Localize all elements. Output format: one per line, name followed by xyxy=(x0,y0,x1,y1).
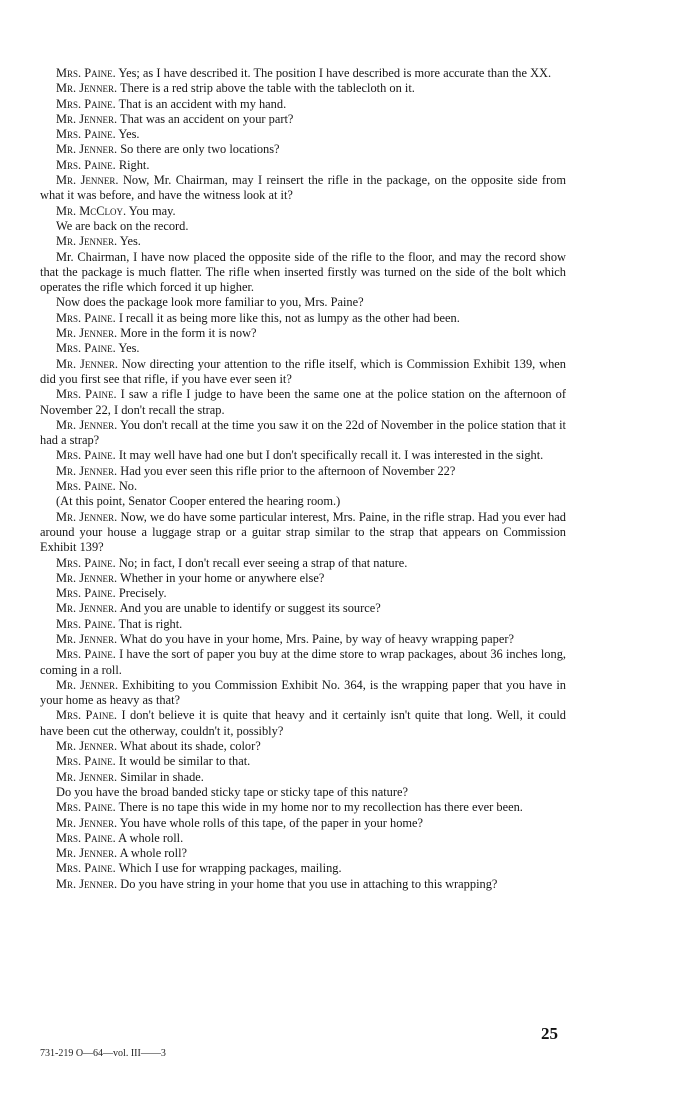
speaker-name: Mrs. Paine. xyxy=(56,448,116,463)
speech-text: And you are unable to identify or suggest its source? xyxy=(119,601,381,616)
transcript-paragraph xyxy=(40,877,566,892)
speaker-name: Mr. Jenner. xyxy=(56,173,119,188)
speech-text: Now, we do have some particular interest, Mrs. Paine, in the rifle strap. Had you ever had around your house a luggage strap or a guitar strap similar to the strap that appears on Commission Exhibit 139? xyxy=(40,509,566,555)
transcript-paragraph xyxy=(40,81,566,96)
transcript-paragraph xyxy=(40,754,566,769)
transcript-paragraph xyxy=(40,494,566,509)
speech-text: It may well have had one but I don't specifically recall it. I was interested in the sight. xyxy=(118,448,544,463)
speaker-name: Mrs. Paine. xyxy=(56,96,116,111)
transcript-paragraph xyxy=(40,571,566,586)
speech-text: Do you have the broad banded sticky tape or sticky tape of this nature? xyxy=(56,784,408,799)
speech-text: There is a red strip above the table with the tablecloth on it. xyxy=(120,81,415,96)
speech-text: No. xyxy=(118,479,138,494)
transcript-paragraph xyxy=(40,846,566,861)
transcript-paragraph xyxy=(40,816,566,831)
speech-text: Yes. xyxy=(118,341,140,356)
speech-text: No; in fact, I don't recall ever seeing a strap of that nature. xyxy=(118,555,408,570)
speaker-name: Mr. Jenner. xyxy=(56,356,118,371)
transcript-paragraph xyxy=(40,861,566,876)
transcript-paragraph xyxy=(40,326,566,341)
speech-text: You don't recall at the time you saw it on the 22d of November in the police station that it had a strap? xyxy=(40,417,566,448)
speaker-name: Mr. Jenner. xyxy=(56,846,118,861)
speaker-name: Mr. Jenner. xyxy=(56,815,118,830)
speech-text: You have whole rolls of this tape, of the paper in your home? xyxy=(119,815,424,830)
speaker-name: Mr. Jenner. xyxy=(56,234,118,249)
speech-text: We are back on the record. xyxy=(56,218,189,233)
speaker-name: Mrs. Paine. xyxy=(56,387,117,402)
speaker-name: Mrs. Paine. xyxy=(56,310,116,325)
transcript-paragraph xyxy=(40,219,566,234)
transcript-body xyxy=(40,66,566,892)
transcript-paragraph xyxy=(40,387,566,418)
speech-text: That is right. xyxy=(118,616,183,631)
speech-text: Yes. xyxy=(119,234,141,249)
transcript-paragraph xyxy=(40,204,566,219)
speaker-name: Mrs. Paine. xyxy=(56,861,116,876)
speaker-name: Mrs. Paine. xyxy=(56,586,116,601)
transcript-paragraph xyxy=(40,357,566,388)
speaker-name: Mrs. Paine. xyxy=(56,800,116,815)
transcript-paragraph xyxy=(40,418,566,449)
transcript-paragraph xyxy=(40,479,566,494)
speaker-name: Mrs. Paine. xyxy=(56,830,116,845)
transcript-paragraph xyxy=(40,112,566,127)
speaker-name: Mr. Jenner. xyxy=(56,417,118,432)
speech-text: Had you ever seen this rifle prior to the afternoon of November 22? xyxy=(120,463,456,478)
transcript-paragraph xyxy=(40,97,566,112)
speech-text: (At this point, Senator Cooper entered the hearing room.) xyxy=(56,494,341,509)
speaker-name: Mrs. Paine. xyxy=(56,754,116,769)
speaker-name: Mr. Jenner. xyxy=(56,326,118,341)
speaker-name: Mrs. Paine. xyxy=(56,66,116,80)
speech-text: What about its shade, color? xyxy=(120,739,261,754)
speaker-name: Mrs. Paine. xyxy=(56,157,116,172)
speech-text: Right. xyxy=(118,157,150,172)
speaker-name: Mrs. Paine. xyxy=(56,647,116,662)
speaker-name: Mr. Jenner. xyxy=(56,463,118,478)
transcript-paragraph xyxy=(40,708,566,739)
speaker-name: Mr. Jenner. xyxy=(56,81,118,96)
transcript-paragraph xyxy=(40,586,566,601)
transcript-paragraph xyxy=(40,831,566,846)
speech-text: More in the form it is now? xyxy=(120,326,257,341)
speech-text: You may. xyxy=(128,203,176,218)
speech-text: There is no tape this wide in my home nor to my recollection has there ever been. xyxy=(118,800,523,815)
speaker-name: Mr. Jenner. xyxy=(56,111,118,126)
transcript-paragraph xyxy=(40,785,566,800)
speech-text: A whole roll. xyxy=(118,830,184,845)
transcript-paragraph xyxy=(40,173,566,204)
transcript-paragraph xyxy=(40,739,566,754)
speaker-name: Mrs. Paine. xyxy=(56,127,116,142)
speech-text: Now does the package look more familiar to you, Mrs. Paine? xyxy=(56,295,364,310)
speech-text: Now, Mr. Chairman, may I reinsert the rifle in the package, on the opposite side from what it was before, and have the witness look at it? xyxy=(40,173,566,203)
transcript-paragraph xyxy=(40,632,566,647)
transcript-paragraph xyxy=(40,158,566,173)
transcript-paragraph xyxy=(40,770,566,785)
speech-text: Yes; as I have described it. The position I have described is more accurate than the XX. xyxy=(118,66,552,80)
print-code-footer: 731-219 O—64—vol. III——3 xyxy=(40,1048,166,1059)
transcript-paragraph xyxy=(40,66,566,81)
speech-text: Yes. xyxy=(118,127,140,142)
transcript-paragraph xyxy=(40,678,566,709)
speaker-name: Mr. Jenner. xyxy=(56,677,119,692)
transcript-paragraph xyxy=(40,311,566,326)
transcript-paragraph xyxy=(40,250,566,296)
transcript-paragraph xyxy=(40,142,566,157)
speech-text: Mr. Chairman, I have now placed the opposite side of the rifle to the floor, and may the record show that the package is much flatter. The rifle when inserted firstly was turned on the side of the bolt which operates the rifle which forced it up higher. xyxy=(40,249,566,295)
page-number: 25 xyxy=(541,1024,558,1043)
speech-text: Do you have string in your home that you use in attaching to this wrapping? xyxy=(120,876,498,891)
speech-text: Precisely. xyxy=(118,586,167,601)
transcript-paragraph xyxy=(40,295,566,310)
speaker-name: Mr. Jenner. xyxy=(56,769,118,784)
speaker-name: Mr. Jenner. xyxy=(56,739,118,754)
speaker-name: Mr. Jenner. xyxy=(56,570,118,585)
transcript-paragraph xyxy=(40,464,566,479)
speaker-name: Mrs. Paine. xyxy=(56,555,116,570)
transcript-paragraph xyxy=(40,341,566,356)
speech-text: A whole roll? xyxy=(119,846,188,861)
speaker-name: Mrs. Paine. xyxy=(56,708,118,723)
transcript-paragraph xyxy=(40,556,566,571)
speech-text: I have the sort of paper you buy at the dime store to wrap packages, about 36 inches long, coming in a roll. xyxy=(40,647,566,677)
transcript-paragraph xyxy=(40,448,566,463)
speaker-name: Mr. Jenner. xyxy=(56,631,118,646)
speaker-name: Mr. Jenner. xyxy=(56,601,118,616)
transcript-paragraph xyxy=(40,234,566,249)
speaker-name: Mr. Jenner. xyxy=(56,142,118,157)
transcript-paragraph xyxy=(40,800,566,815)
speaker-name: Mrs. Paine. xyxy=(56,479,116,494)
speech-text: Which I use for wrapping packages, mailing. xyxy=(118,861,342,876)
speaker-name: Mr. McCloy. xyxy=(56,203,127,218)
speech-text: Whether in your home or anywhere else? xyxy=(120,570,325,585)
speech-text: I recall it as being more like this, not as lumpy as the other had been. xyxy=(118,310,460,325)
speaker-name: Mrs. Paine. xyxy=(56,341,116,356)
speaker-name: Mrs. Paine. xyxy=(56,616,116,631)
speech-text: That is an accident with my hand. xyxy=(118,96,287,111)
speaker-name: Mr. Jenner. xyxy=(56,876,118,891)
transcript-paragraph xyxy=(40,510,566,556)
transcript-paragraph xyxy=(40,601,566,616)
speech-text: That was an accident on your part? xyxy=(120,111,294,126)
speech-text: Similar in shade. xyxy=(120,769,204,784)
speech-text: Now directing your attention to the rifle itself, which is Commission Exhibit 139, when did you first see that rifle, if you have ever seen it? xyxy=(40,356,566,386)
speech-text: It would be similar to that. xyxy=(118,754,251,769)
speech-text: I don't believe it is quite that heavy and it certainly isn't quite that long. Well, it could have been cut the otherway, couldn't it, possibly? xyxy=(40,708,566,738)
speech-text: So there are only two locations? xyxy=(120,142,280,157)
speaker-name: Mr. Jenner. xyxy=(56,509,118,524)
transcript-paragraph xyxy=(40,647,566,678)
speech-text: Exhibiting to you Commission Exhibit No. 364, is the wrapping paper that you have in your home as heavy as that? xyxy=(40,677,566,708)
speech-text: What do you have in your home, Mrs. Paine, by way of heavy wrapping paper? xyxy=(120,631,514,646)
speech-text: I saw a rifle I judge to have been the same one at the police station on the afternoon of November 22, I don't recall the strap. xyxy=(40,387,566,417)
transcript-paragraph xyxy=(40,617,566,632)
transcript-paragraph xyxy=(40,127,566,142)
